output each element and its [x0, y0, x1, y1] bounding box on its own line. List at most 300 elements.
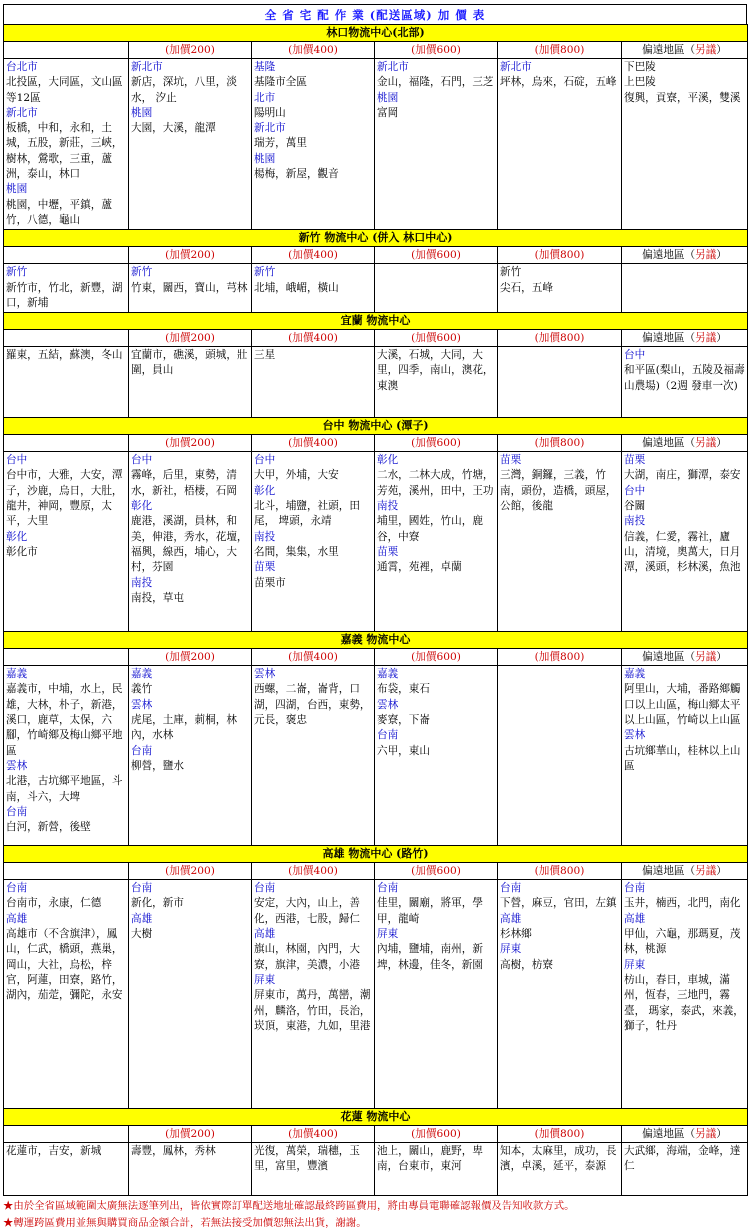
region-row [4, 25, 748, 42]
remote-label: 偏遠地區（ [642, 249, 696, 262]
header-empty [4, 247, 129, 264]
price800-label: 加價800 [538, 44, 581, 56]
district-list: 白河，新營，後壁 [6, 821, 91, 834]
district-list: 新化，新市 [131, 897, 184, 910]
city-label: 屏東 [624, 958, 646, 971]
district-list: 內埔，鹽埔，南州，新埤，林邊，佳冬，新園 [377, 943, 483, 971]
remote-close: ） [716, 332, 727, 345]
area-cell [129, 666, 252, 846]
district-list: 坪林，烏來，石碇，五峰 [500, 76, 617, 89]
header-price800 [498, 435, 622, 452]
district-list: 名間，集集，水里 [254, 545, 339, 558]
paren-open: ( [411, 437, 416, 450]
district-list: 鹿港，溪湖，員林，和美，伸港，秀水，花壇，福興，線西，埔心，大村，芬園 [131, 515, 248, 574]
area-cell [498, 59, 622, 230]
city-label: 台南 [6, 882, 28, 895]
region-title: 林口物流中心(北部) [4, 25, 748, 42]
paren-open: ( [411, 865, 416, 878]
city-label: 新北市 [254, 122, 286, 135]
city-label: 台南 [131, 882, 153, 895]
district-list: 和平區(梨山，五陵及福壽山農場)（2週 發車一次) [624, 364, 745, 392]
city-label: 嘉義 [624, 668, 646, 681]
header-price600 [375, 247, 498, 264]
district-list: 枋山，春日，車城，滿州，恆春，三地門，霧臺， 瑪家，泰武，來義， 獅子，牡丹 [624, 973, 744, 1032]
district-list: 壽豐，鳳林，秀林 [131, 1145, 216, 1158]
paren-close: ) [580, 44, 585, 56]
header-remote [622, 1126, 748, 1143]
paren-close: ) [210, 865, 215, 878]
city-label: 台南 [500, 882, 522, 895]
agree-label: 另議 [695, 332, 717, 345]
paren-open: ( [534, 332, 539, 345]
paren-close: ) [456, 437, 461, 450]
header-price200 [129, 42, 252, 59]
district-list: 旗山，林園，內門，大寮，旗津，美濃，小港 [254, 943, 360, 971]
price-header-row [4, 1126, 748, 1143]
agree-label: 另議 [695, 44, 717, 56]
city-label: 台中 [254, 454, 276, 467]
city-label: 雲林 [131, 698, 153, 711]
header-price200 [129, 649, 252, 666]
district-list: 高樹，枋寮 [500, 958, 553, 971]
header-price600 [375, 435, 498, 452]
remote-label: 偏遠地區（ [642, 651, 696, 664]
district-list: 桃園，中壢，平鎮，蘆竹，八德，龜山 [6, 198, 112, 226]
district-list: 大園，大溪，龍潭 [131, 122, 216, 135]
region-row [4, 632, 748, 649]
header-price400 [252, 42, 375, 59]
price-header-row [4, 247, 748, 264]
area-cell [252, 59, 375, 230]
city-label: 苗栗 [377, 545, 399, 558]
paren-close: ) [580, 332, 585, 345]
area-cell [498, 880, 622, 1109]
price-header-row [4, 330, 748, 347]
price400-label: 加價400 [292, 437, 334, 450]
paren-close: ) [210, 332, 215, 345]
remote-label: 偏遠地區（ [642, 865, 696, 878]
region-title: 台中 物流中心 (潭子) [4, 418, 748, 435]
city-label: 南投 [377, 500, 399, 513]
header-price400 [252, 863, 375, 880]
area-cell [4, 666, 129, 846]
paren-open: ( [411, 332, 416, 345]
price800-label: 加價800 [538, 437, 581, 450]
agree-label: 另議 [695, 437, 717, 450]
price-table [3, 24, 748, 1196]
region-row [4, 313, 748, 330]
district-list: 埔里，國姓，竹山，鹿谷，中寮 [377, 515, 483, 543]
header-price800 [498, 330, 622, 347]
region-row [4, 418, 748, 435]
price600-label: 加價600 [415, 1128, 457, 1141]
district-list: 大武鄉，海端，金峰，達仁 [624, 1145, 741, 1173]
region-title: 花蓮 物流中心 [4, 1109, 748, 1126]
district-list: 通霄，苑裡，卓蘭 [377, 561, 462, 574]
district-list: 復興，貢寮，平溪，雙溪 [624, 91, 741, 104]
district-list: 虎尾，土庫，莿桐，林內，水林 [131, 714, 237, 742]
district-list: 大溪，石城，大同，大里，四季，南山，澳花，東澳 [377, 349, 494, 392]
price-header-row [4, 863, 748, 880]
district-list: 苗栗市 [254, 576, 286, 589]
remote-close: ） [716, 1128, 727, 1141]
city-label: 桃園 [6, 183, 28, 196]
area-cell [252, 452, 375, 632]
remote-close: ） [716, 865, 727, 878]
city-label: 苗栗 [254, 561, 276, 574]
area-cell [4, 347, 129, 418]
content-row [4, 1143, 748, 1196]
district-list: 三灣，銅鑼，三義，竹南，頭份，造橋，頭屋，公館，後龍 [500, 469, 617, 513]
city-label: 苗栗 [624, 454, 646, 467]
city-label: 桃園 [254, 152, 276, 165]
district-list: 尖石，五峰 [500, 281, 553, 294]
city-label: 高雄 [254, 928, 276, 941]
area-cell [375, 452, 498, 632]
price200-label: 加價200 [169, 44, 211, 56]
paren-close: ) [333, 249, 338, 262]
paren-close: ) [580, 249, 585, 262]
header-price800 [498, 863, 622, 880]
city-label: 高雄 [131, 912, 153, 925]
region-row [4, 230, 748, 247]
paren-close: ) [210, 249, 215, 262]
area-cell [498, 264, 622, 313]
city-label: 彰化 [377, 454, 399, 467]
paren-open: ( [165, 865, 170, 878]
price200-label: 加價200 [169, 1128, 211, 1141]
area-cell [498, 666, 622, 846]
area-cell [4, 452, 129, 632]
city-label: 高雄 [6, 912, 28, 925]
header-price800 [498, 247, 622, 264]
paren-open: ( [165, 332, 170, 345]
area-cell [4, 880, 129, 1109]
district-list: 麥寮，下崙 [377, 714, 430, 727]
header-price400 [252, 330, 375, 347]
city-label: 彰化 [6, 530, 28, 543]
header-price400 [252, 649, 375, 666]
district-list: 布袋，東石 [377, 683, 430, 696]
header-empty [4, 42, 129, 59]
agree-label: 另議 [695, 1128, 717, 1141]
header-remote [622, 247, 748, 264]
city-label: 嘉義 [6, 668, 28, 681]
district-list: 杉林鄉 [500, 928, 532, 941]
paren-open: ( [165, 249, 170, 262]
remote-close: ） [716, 44, 727, 56]
region-row [4, 1109, 748, 1126]
content-row [4, 880, 748, 1109]
area-cell [498, 347, 622, 418]
district-list: 知本，太麻里，成功，長濱，卓溪，延平，泰源 [500, 1145, 617, 1173]
paren-close: ) [456, 865, 461, 878]
paren-open: ( [165, 437, 170, 450]
city-label: 南投 [131, 576, 153, 589]
city-label: 台中 [6, 454, 28, 467]
price-header-row [4, 435, 748, 452]
price400-label: 加價400 [292, 865, 334, 878]
header-empty [4, 1126, 129, 1143]
area-cell [129, 347, 252, 418]
paren-close: ) [333, 332, 338, 345]
header-remote [622, 863, 748, 880]
area-cell [129, 880, 252, 1109]
area-cell [252, 880, 375, 1109]
district-list: 宜蘭市，礁溪，頭城，壯圍，員山 [131, 349, 248, 377]
area-cell [375, 880, 498, 1109]
city-label: 台北市 [6, 61, 38, 73]
district-list: 佳里，關廟，將軍，學甲，龍崎 [377, 897, 483, 925]
header-price600 [375, 42, 498, 59]
city-label: 嘉義 [377, 668, 399, 681]
district-list: 北埔，峨嵋，橫山 [254, 281, 339, 294]
price600-label: 加價600 [415, 865, 457, 878]
paren-close: ) [210, 651, 215, 664]
price800-label: 加價800 [538, 1128, 581, 1141]
city-label: 新竹 [131, 266, 153, 279]
price600-label: 加價600 [415, 651, 457, 664]
price800-label: 加價800 [538, 865, 581, 878]
header-empty [4, 649, 129, 666]
paren-close: ) [580, 651, 585, 664]
district-list: 柳營，鹽水 [131, 759, 184, 772]
paren-open: ( [288, 651, 293, 664]
content-row [4, 666, 748, 846]
city-label: 台南 [6, 805, 28, 818]
header-price200 [129, 435, 252, 452]
district-list: 北投區，大同區，文山區等12區 [6, 76, 123, 104]
district-list: 花蓮市，吉安，新城 [6, 1145, 102, 1158]
region-title: 新竹 物流中心 (併入 林口中心) [4, 230, 748, 247]
city-label: 台南 [624, 882, 646, 895]
district-list: 大甲，外埔，大安 [254, 469, 339, 482]
district-list: 六甲，東山 [377, 744, 430, 757]
header-price400 [252, 435, 375, 452]
price200-label: 加價200 [169, 332, 211, 345]
city-label: 台南 [377, 729, 399, 742]
price600-label: 加價600 [415, 44, 457, 56]
price200-label: 加價200 [169, 651, 211, 664]
city-label: 新北市 [377, 61, 409, 73]
remote-label: 偏遠地區（ [642, 44, 696, 56]
header-price600 [375, 1126, 498, 1143]
paren-open: ( [288, 1128, 293, 1141]
price400-label: 加價400 [292, 249, 334, 262]
district-list: 嘉義市，中埔，水上，民雄，大林，朴子，新港，溪口，鹿草，太保，六腳，竹崎鄉及梅山鄉平地區 [6, 683, 123, 757]
paren-open: ( [534, 651, 539, 664]
city-label: 台南 [131, 744, 153, 757]
remote-close: ） [716, 249, 727, 262]
agree-label: 另議 [695, 865, 717, 878]
paren-close: ) [456, 1128, 461, 1141]
paren-open: ( [411, 44, 416, 56]
city-label: 彰化 [131, 500, 153, 513]
header-price200 [129, 1126, 252, 1143]
paren-open: ( [288, 437, 293, 450]
note-2: ★轉運跨區費用並無與購買商品金額合計，若無法接受加價恕無法出貨，謝謝。 [3, 1217, 367, 1230]
district-list: 古坑鄉華山，桂林以上山區 [624, 744, 741, 772]
city-label: 台南 [254, 882, 276, 895]
header-price800 [498, 649, 622, 666]
paren-open: ( [534, 249, 539, 262]
district-list: 下營，麻豆，官田，左鎮 [500, 897, 617, 910]
city-label: 台中 [131, 454, 153, 467]
price600-label: 加價600 [415, 437, 457, 450]
district-list: 信義，仁愛，霧社，廬山，清境，奧萬大，日月潭，溪頭，杉林溪，魚池 [624, 530, 741, 574]
city-label: 屏東 [377, 928, 399, 941]
district-list: 金山，福隆，石門，三芝 [377, 76, 494, 89]
area-cell [252, 666, 375, 846]
paren-close: ) [333, 44, 338, 56]
district-list: 新店，深坑，八里，淡水， 汐止 [131, 76, 237, 104]
area-cell [622, 1143, 748, 1196]
area-cell [375, 264, 498, 313]
paren-open: ( [288, 865, 293, 878]
area-cell [129, 452, 252, 632]
district-list: 西螺，二崙，崙背，口湖，四湖，台西，東勢，元長，褒忠 [254, 683, 371, 727]
region-title: 高雄 物流中心 (路竹) [4, 846, 748, 863]
content-row [4, 59, 748, 230]
district-list: 上巴陵 [624, 76, 656, 89]
district-list: 三星 [254, 349, 276, 362]
header-empty [4, 863, 129, 880]
header-empty [4, 330, 129, 347]
header-price800 [498, 1126, 622, 1143]
city-label: 屏東 [254, 973, 276, 986]
paren-close: ) [456, 44, 461, 56]
area-cell [4, 264, 129, 313]
area-cell [622, 264, 748, 313]
notes [3, 1198, 747, 1232]
paren-open: ( [165, 651, 170, 664]
area-cell [129, 59, 252, 230]
city-label: 雲林 [624, 729, 646, 742]
paren-open: ( [165, 1128, 170, 1141]
paren-close: ) [580, 437, 585, 450]
header-remote [622, 42, 748, 59]
area-cell [129, 1143, 252, 1196]
remote-close: ） [716, 437, 727, 450]
city-label: 彰化 [254, 484, 276, 497]
area-cell [252, 347, 375, 418]
price400-label: 加價400 [292, 44, 334, 56]
remote-label: 偏遠地區（ [642, 1128, 696, 1141]
area-cell [375, 347, 498, 418]
district-list: 屏東市，萬丹，萬巒，潮州，麟洛，竹田，長治，崁頂，東港，九如，里港 [254, 989, 371, 1032]
city-label: 新北市 [131, 61, 163, 73]
district-list: 富岡 [377, 106, 399, 119]
city-label: 雲林 [377, 698, 399, 711]
header-price600 [375, 863, 498, 880]
paren-close: ) [456, 651, 461, 664]
price-table-page [3, 4, 747, 1232]
district-list: 安定，大內，山上，善化，西港，七股，歸仁 [254, 897, 360, 925]
district-list: 義竹 [131, 683, 153, 696]
price200-label: 加價200 [169, 865, 211, 878]
city-label: 桃園 [131, 106, 153, 119]
header-price400 [252, 1126, 375, 1143]
header-empty [4, 435, 129, 452]
price400-label: 加價400 [292, 1128, 334, 1141]
city-label: 屏東 [500, 943, 522, 956]
price600-label: 加價600 [415, 332, 457, 345]
price-header-row [4, 42, 748, 59]
district-list: 楊梅，新屋，觀音 [254, 168, 339, 181]
paren-close: ) [333, 1128, 338, 1141]
city-label: 新竹 [254, 266, 276, 279]
paren-open: ( [534, 1128, 539, 1141]
page-title: 全 省 宅 配 作 業 (配送區域) 加 價 表 [3, 4, 747, 24]
area-cell [622, 347, 748, 418]
area-cell [252, 264, 375, 313]
district-list: 大樹 [131, 928, 153, 941]
paren-open: ( [165, 44, 170, 56]
paren-close: ) [580, 865, 585, 878]
agree-label: 另議 [695, 651, 717, 664]
header-price800 [498, 42, 622, 59]
area-cell [498, 1143, 622, 1196]
district-list: 北港，古坑鄉平地區，斗南，斗六，大埤 [6, 775, 123, 803]
city-label: 南投 [254, 530, 276, 543]
city-label: 高雄 [500, 912, 522, 925]
city-label: 桃園 [377, 91, 399, 104]
paren-open: ( [534, 437, 539, 450]
city-label: 嘉義 [131, 668, 153, 681]
area-cell [4, 1143, 129, 1196]
price800-label: 加價800 [538, 332, 581, 345]
header-remote [622, 330, 748, 347]
district-list: 台南市，永康，仁德 [6, 897, 102, 910]
district-list: 新竹市，竹北，新豐，湖口，新埔 [6, 281, 123, 309]
remote-label: 偏遠地區（ [642, 437, 696, 450]
city-label: 苗栗 [500, 454, 522, 467]
district-list: 南投，草屯 [131, 591, 184, 604]
content-row [4, 452, 748, 632]
city-label: 雲林 [254, 668, 276, 681]
city-label: 台中 [624, 349, 646, 362]
paren-close: ) [210, 44, 215, 56]
district-list: 玉井，楠西，北門，南化 [624, 897, 741, 910]
price600-label: 加價600 [415, 249, 457, 262]
header-price200 [129, 330, 252, 347]
district-list: 阿里山，大埔，番路鄉觸口以上山區，梅山鄉太平以上山區，竹崎以上山區 [624, 683, 741, 727]
district-list: 光復，萬榮，瑞穗，玉里，富里，豐濱 [254, 1145, 360, 1173]
district-list: 二水，二林大成，竹塘，芳苑，溪州，田中，王功 [377, 469, 494, 497]
price-header-row [4, 649, 748, 666]
region-title: 宜蘭 物流中心 [4, 313, 748, 330]
paren-close: ) [333, 865, 338, 878]
area-cell [129, 264, 252, 313]
paren-open: ( [288, 332, 293, 345]
content-row [4, 264, 748, 313]
paren-close: ) [456, 249, 461, 262]
area-cell [622, 880, 748, 1109]
district-list: 池上，關山，鹿野，卑南，台東市，東河 [377, 1145, 483, 1173]
area-cell [375, 1143, 498, 1196]
area-cell [498, 452, 622, 632]
paren-open: ( [411, 1128, 416, 1141]
area-cell [622, 59, 748, 230]
district-list: 瑞芳，萬里 [254, 137, 307, 150]
district-list: 基隆市全區 [254, 76, 307, 89]
region-row [4, 846, 748, 863]
district-list: 下巴陵 [624, 61, 656, 73]
area-cell [622, 666, 748, 846]
agree-label: 另議 [695, 249, 717, 262]
city-label: 南投 [624, 515, 646, 528]
area-cell [252, 1143, 375, 1196]
